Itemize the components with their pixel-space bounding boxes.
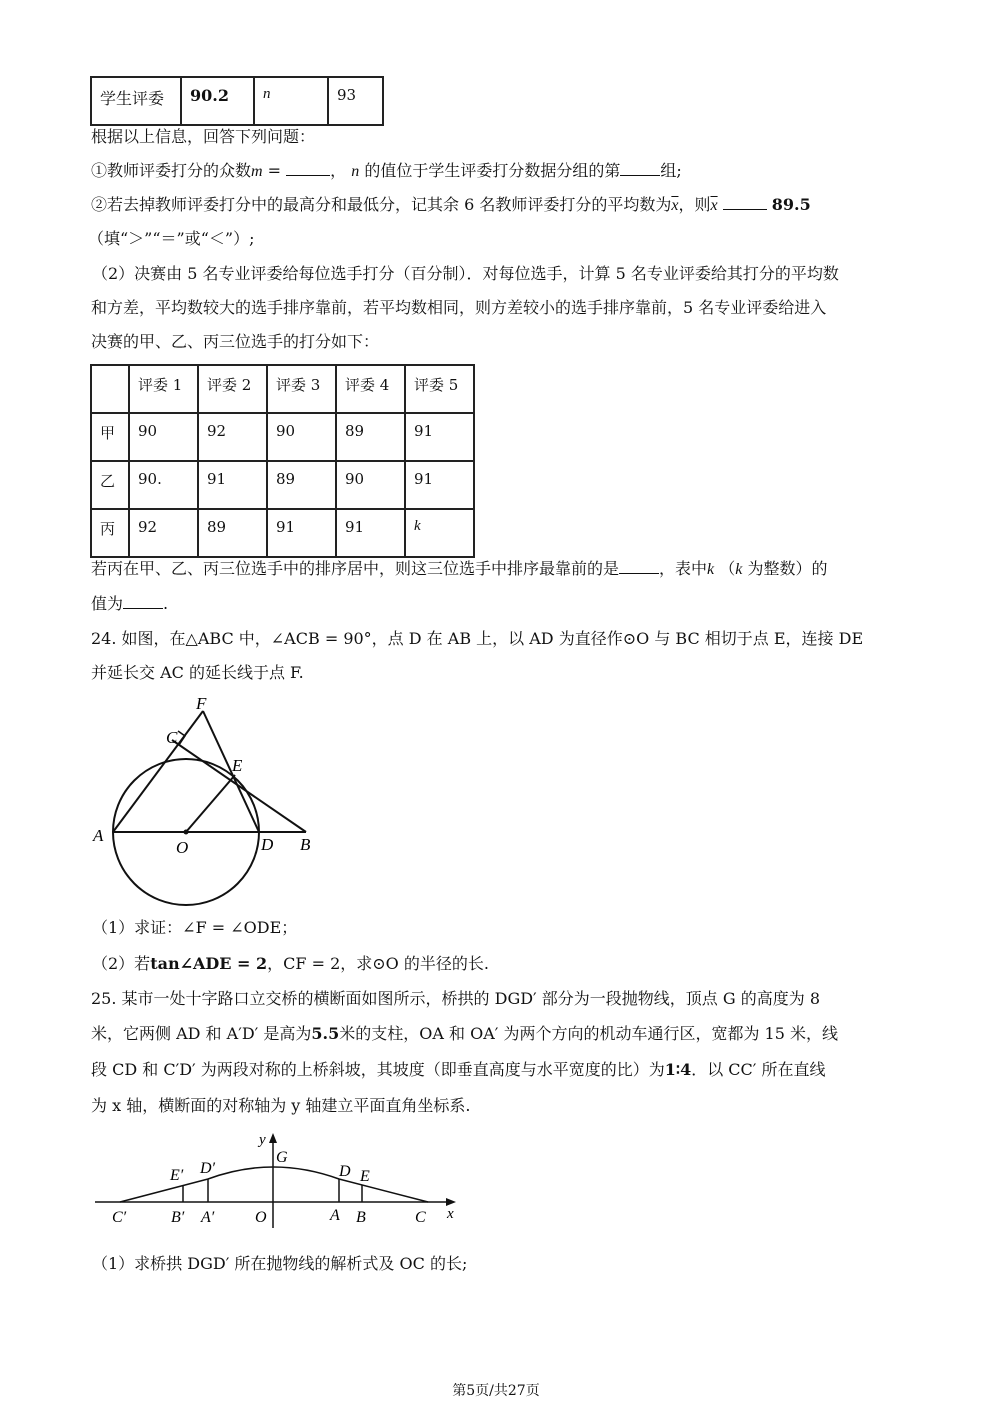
label-c: C <box>166 728 178 747</box>
q25-sub1: （1）求桥拱 DGD′ 所在抛物线的解析式及 OC 的长; <box>92 1254 468 1273</box>
q23-fill-hint: （填“＞”“＝”或“＜”）; <box>88 229 255 248</box>
var-xbar: $\overline{x}$ <box>671 197 679 214</box>
text: ，则 <box>678 195 711 214</box>
text: 若丙在甲、乙、丙三位选手中的排序居中，则这三位选手中排序最靠前的是 <box>91 559 620 578</box>
value-89-5: 89.5 <box>771 195 811 214</box>
table-cell: 92 <box>129 509 198 557</box>
x-axis-arrow <box>446 1198 456 1206</box>
ratio: 1∶4 <box>664 1060 692 1079</box>
q25-bridge-figure <box>90 1128 470 1233</box>
table-header-cell: 评委 3 <box>267 365 336 413</box>
table-cell: 91 <box>405 461 474 509</box>
label-b: B <box>300 835 311 854</box>
text: ．以 CC′ 所在直线 <box>691 1060 826 1079</box>
label-a-prime: A′ <box>201 1209 215 1226</box>
segment-oe <box>186 775 235 832</box>
q23-part2 <box>91 193 811 218</box>
value-5-5: 5.5 <box>311 1024 340 1043</box>
var-k: k <box>707 561 715 578</box>
text: （2）若 <box>92 954 151 973</box>
slope-left <box>120 1179 208 1202</box>
label-c: C <box>415 1209 426 1226</box>
var-m: m <box>251 163 263 180</box>
table-cell: 乙 <box>91 461 129 509</box>
text: 为整数）的 <box>747 559 828 578</box>
table-cell: k <box>405 509 474 557</box>
table-cell: 89 <box>336 413 405 461</box>
label-e: E <box>360 1168 370 1185</box>
label-b: B <box>356 1209 366 1226</box>
var-xbar: $\overline{x}$ <box>710 197 718 214</box>
table-row <box>91 77 383 125</box>
q25-text-4: 为 x 轴，横断面的对称轴为 y 轴建立平面直角坐标系. <box>91 1096 471 1115</box>
segment-fd <box>203 711 259 832</box>
table-cell: 90 <box>336 461 405 509</box>
table-cell: 90. <box>129 461 198 509</box>
q25-text-2 <box>91 1022 838 1046</box>
text: = <box>262 161 287 180</box>
text: 米的支柱，OA 和 OA′ 为两个方向的机动车通行区，宽都为 15 米，线 <box>339 1024 839 1043</box>
label-a: A <box>330 1207 340 1224</box>
table-cell: n <box>254 77 328 125</box>
table-cell: 91 <box>336 509 405 557</box>
table-cell: 丙 <box>91 509 129 557</box>
table-cell: 93 <box>328 77 383 125</box>
label-g: G <box>276 1149 288 1166</box>
table-cell: 89 <box>267 461 336 509</box>
text: （ <box>719 559 736 578</box>
text: . <box>163 594 169 613</box>
text: 段 CD 和 C′D′ 为两段对称的上桥斜坡，其坡度（即垂直高度与水平宽度的比）为 <box>91 1060 665 1079</box>
label-a: A <box>93 826 104 845</box>
formula: tan∠ADE = 2 <box>150 954 268 973</box>
label-c-prime: C′ <box>112 1209 127 1226</box>
top-table <box>90 76 384 126</box>
label-o: O <box>255 1209 267 1226</box>
y-axis-arrow <box>269 1133 277 1143</box>
q24-sub1: （1）求证：∠F = ∠ODE； <box>92 918 298 937</box>
label-d: D <box>339 1163 351 1180</box>
label-b-prime: B′ <box>171 1209 185 1226</box>
table-header-cell: 评委 1 <box>129 365 198 413</box>
text: ②若去掉教师评委打分中的最高分和最低分，记其余 6 名教师评委打分的平均数为 <box>91 195 672 214</box>
table-cell: 91 <box>405 413 474 461</box>
table-cell: 90 <box>267 413 336 461</box>
center-point <box>184 830 189 835</box>
var-n: n <box>351 163 360 180</box>
label-e-prime: E′ <box>170 1167 184 1184</box>
page-number: 第5页/共27页 <box>452 1383 540 1399</box>
table-row <box>91 413 474 461</box>
q23-part1 <box>91 159 682 184</box>
label-y: y <box>259 1132 266 1148</box>
text: ，CF = 2，求⊙O 的半径的长. <box>267 954 489 973</box>
text: ，表中 <box>659 559 708 578</box>
table-header-row <box>91 365 474 413</box>
table-header-cell: 评委 2 <box>198 365 267 413</box>
text: 值为 <box>91 594 124 613</box>
table-header-cell <box>91 365 129 413</box>
answer-blank[interactable] <box>723 195 767 210</box>
scores-table <box>90 364 475 558</box>
table-cell: 89 <box>198 509 267 557</box>
answer-blank[interactable] <box>286 161 330 176</box>
q24-geometry-figure <box>90 695 320 910</box>
q23-after-table-1 <box>91 557 827 582</box>
segment-af <box>113 711 203 832</box>
table-header-cell: 评委 5 <box>405 365 474 413</box>
q23-intro: 根据以上信息，回答下列问题： <box>91 127 316 146</box>
table-cell: 91 <box>198 461 267 509</box>
label-d: D <box>261 835 274 854</box>
var-k: k <box>735 561 743 578</box>
table-cell: 90.2 <box>181 77 254 125</box>
table-row <box>91 509 474 557</box>
text: ， <box>330 161 347 180</box>
label-d-prime: D′ <box>200 1160 216 1177</box>
q24-text-2: 并延长交 AC 的延长线于点 F. <box>91 663 304 682</box>
q23-part2-text-1: （2）决赛由 5 名专业评委给每位选手打分（百分制）．对每位选手，计算 5 名专业评委给其打分的平均数 <box>92 264 839 283</box>
text: 组; <box>660 161 682 180</box>
q23-part2-text-3: 决赛的甲、乙、丙三位选手的打分如下： <box>91 332 380 351</box>
text: 的值位于学生评委打分数据分组的第 <box>364 161 621 180</box>
label-e: E <box>232 756 243 775</box>
table-cell: 学生评委 <box>91 77 181 125</box>
label-o: O <box>176 838 189 857</box>
table-cell: 91 <box>267 509 336 557</box>
table-header-cell: 评委 4 <box>336 365 405 413</box>
answer-blank[interactable] <box>123 594 163 609</box>
label-f: F <box>196 695 207 713</box>
table-cell: 90 <box>129 413 198 461</box>
q25-text-1: 25. 某市一处十字路口立交桥的横断面如图所示，桥拱的 DGD′ 部分为一段抛物线，顶点 G 的高度为 8 <box>91 989 820 1008</box>
table-cell: 甲 <box>91 413 129 461</box>
text: 米，它两侧 AD 和 A′D′ 是高为 <box>91 1024 312 1043</box>
q25-text-3 <box>91 1058 826 1082</box>
q24-sub2 <box>92 952 489 976</box>
text: ①教师评委打分的众数 <box>91 161 252 180</box>
answer-blank[interactable] <box>619 559 659 574</box>
q24-text-1: 24. 如图，在△ABC 中，∠ACB = 90°，点 D 在 AB 上，以 AD 为直径作⊙O 与 BC 相切于点 E，连接 DE <box>91 629 864 648</box>
q23-part2-text-2: 和方差，平均数较大的选手排序靠前，若平均数相同，则方差较小的选手排序靠前，5 名专业评委给进入 <box>91 298 827 317</box>
segment-cb <box>172 740 306 832</box>
q23-after-table-2 <box>91 592 168 616</box>
answer-blank[interactable] <box>620 161 660 176</box>
slope-right <box>339 1179 428 1202</box>
label-x: x <box>447 1206 454 1222</box>
table-row <box>91 461 474 509</box>
table-cell: 92 <box>198 413 267 461</box>
